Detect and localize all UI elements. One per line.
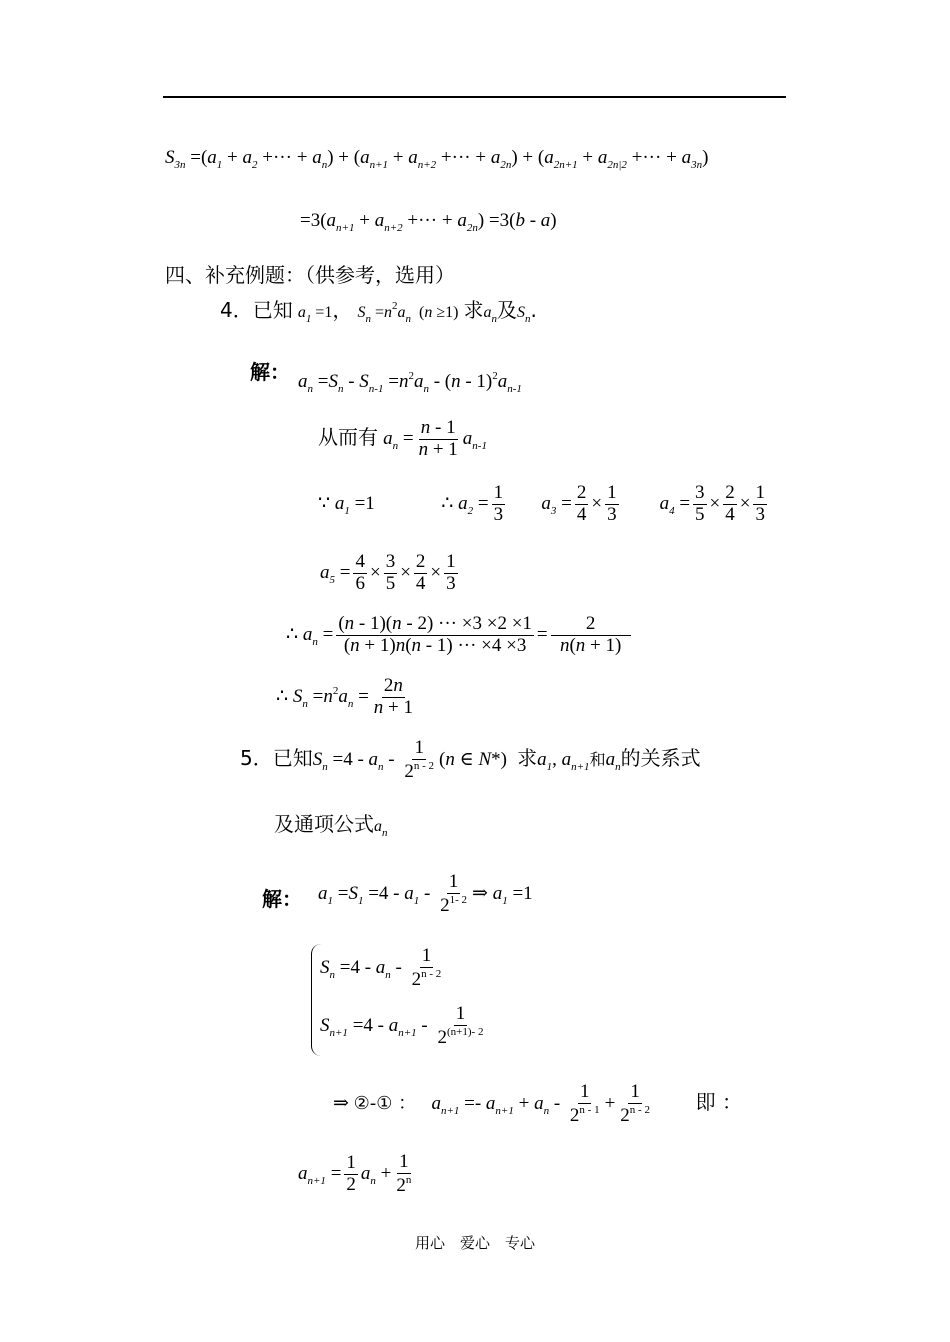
subtract-step: ⇒ ②-① ： $a_{n+1} =- a_{n+1} + a_n$ - $\frac{1}{2^{n - 1}}$ + $\frac{1}{2^{n - 2}}$ 即 ： [333, 1081, 743, 1126]
equation-1: $S_n =4 - a_n$ - $\frac{1}{2^{n - 2}}$ [320, 945, 442, 990]
equation-2: $S_{n+1} =4 - a_{n+1}$ - $\frac{1}{2^{(n+1)- 2}}$ [320, 1003, 484, 1048]
example5-line2: 及通项公式$a_n$ [274, 812, 388, 839]
terms-a1-a4: ∵ $a_1 =1$ ∴ $a_2$ = $\frac{1}{3}$ $a_3$ = $\frac{2}{4}$ × $\frac{1}{3}$ $a_4$ = $\frac{3}{5}$ × $\frac{2}{4}$ × $\frac{1}{3}$ [318, 482, 765, 525]
a1-derivation: $a_1 =S_1 =4 - a_1$ - $\frac{1}{2^{1- 2}}$ ⇒ $a_1 =1$ [318, 871, 533, 916]
solution-label-5: 解： [262, 887, 302, 911]
s3n-result: $=3(a_{n+1} + a_{n+2}$ +··· + $a_{2n}) =3(b - a)$ [300, 210, 557, 234]
sn-formula: ∴ $S_n =n^2a_n$ = $\frac{2n}{n + 1}$ [276, 675, 413, 718]
term-a5: $a_5$ = $\frac{4}{6}$ × $\frac{3}{5}$ × $\frac{2}{4}$ × $\frac{1}{3}$ [320, 551, 456, 594]
s3n-expansion: $S_{3n} =(a_1 + a_2$ +··· + $a_n) + (a_{n+1} + a_{n+2}$ +··· + $a_{2n}) + (a_{2n+1} + a_{2n|2}$ +··· + $a_{3n}$) [165, 147, 709, 171]
example4-statement: 4．已知 $a_1 =1$， $S_n =n^2a_n$ (n ≥1) 求$a_n$及$S_n$. [220, 298, 537, 325]
example5-statement: 5．已知$S_n =4 - a_n$ - $\frac{1}{2^{n - 2}}$ (n ∈ N*) 求$a_1$, $a_{n+1}$和$a_n$的关系式 [240, 737, 701, 782]
an1-result: $a_{n+1}$ = $\frac{1}{2}$ $a_n$ + $\frac{1}{2^n}$ [298, 1151, 412, 1196]
header-rule [163, 96, 786, 98]
an-formula: ∴ $a_n$ = $\frac{(n - 1)(n - 2) \cdot\cdot\cdot \times 3 \times 2 \times 1}{(n + 1)n(n - 1) \cdot\cdot\cdot \times 4 \times 3}$ = $\frac{2}{n(n + 1)}$ [286, 613, 629, 656]
section-heading: 四、补充例题：（供参考，选用） [165, 263, 455, 287]
page-footer: 用心 爱心 专心 [414, 1234, 535, 1252]
solution-label-4: 解： [250, 360, 290, 384]
from-ratio: 从而有 $a_n$ = $\frac{n - 1}{n + 1}$ $a_{n-1}$ [318, 417, 487, 460]
an-recurrence: $a_n =S_n - S_{n-1} =n^2a_n - (n - 1)^2a_{n-1}$ [298, 370, 522, 395]
